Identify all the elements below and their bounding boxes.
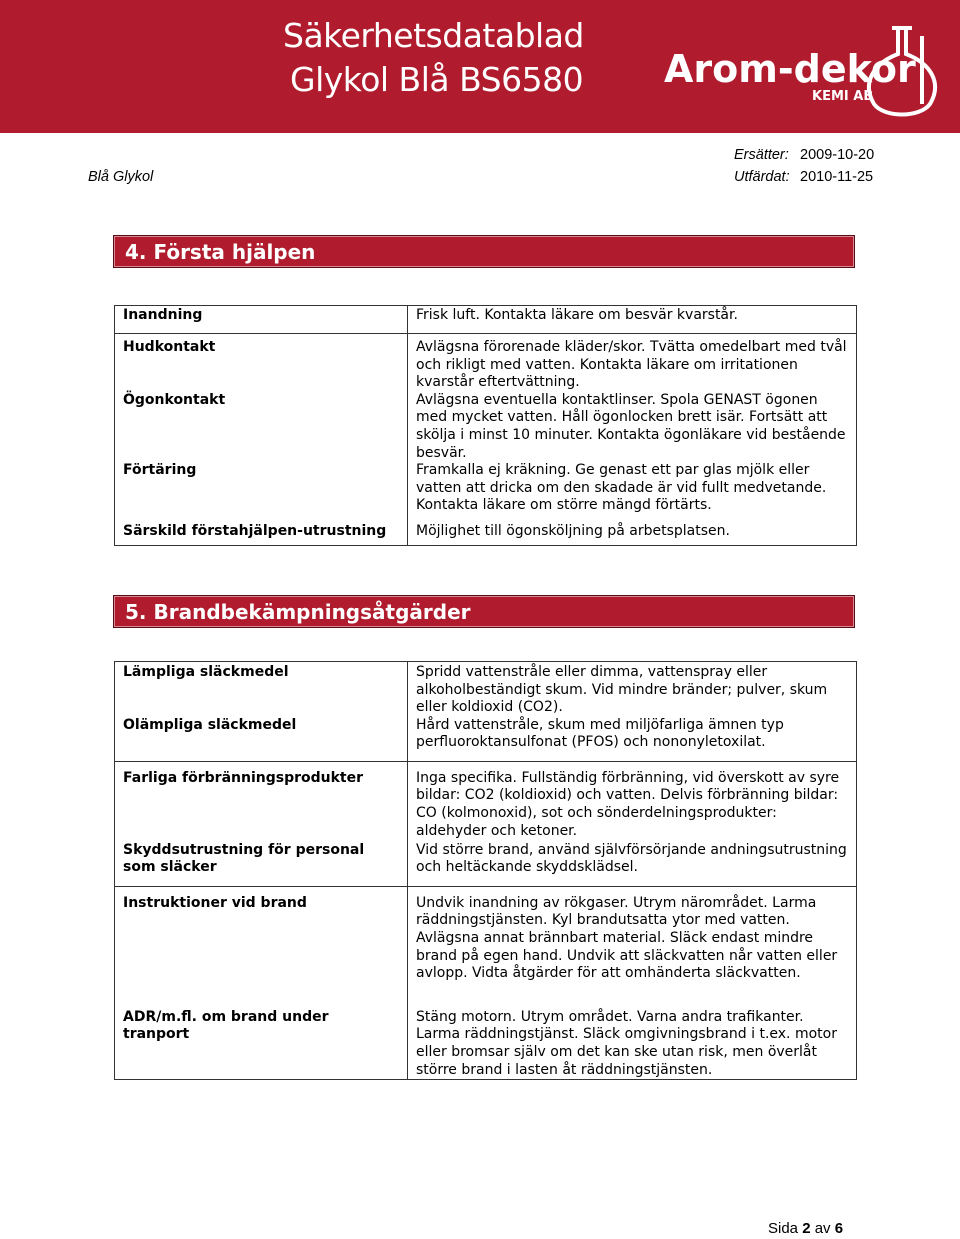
row-value: Avlägsna förorenade kläder/skor. Tvätta omedelbart med tvål och rikligt med vatten. Kontakta läkare om irritationen kvarstår eftertvättning. — [408, 334, 857, 392]
row-label: ADR/m.fl. om brand under tranport — [115, 1001, 408, 1080]
document-title: Säkerhetsdatablad — [283, 16, 584, 55]
row-value: Framkalla ej kräkning. Ge genast ett par glas mjölk eller vatten att dricka om den skadade är vid fullt medvetande. Kontakta läkare om större mängd förtärts. — [408, 462, 857, 515]
table-row — [115, 842, 857, 887]
table-row — [115, 1001, 857, 1080]
table-row — [115, 515, 857, 546]
page-total: 6 — [834, 1220, 844, 1237]
row-value: Undvik inandning av rökgaser. Utrym närområdet. Larma räddningstjänsten. Kyl brandutsatta ytor med vatten. Avlägsna annat brännbart material. Släck endast mindre brand på egen hand. Undvik att släckvatten når vatten eller avlopp. Vidta åtgärder för att omhänderta släckvatten. — [408, 886, 857, 1001]
firefighting-table — [114, 661, 857, 1080]
page-mid: av — [814, 1220, 831, 1237]
row-label: Instruktioner vid brand — [115, 886, 408, 1001]
row-label: Skyddsutrustning för personal som släcker — [115, 842, 408, 887]
product-name: Blå Glykol — [88, 169, 154, 185]
row-value: Möjlighet till ögonsköljning på arbetsplatsen. — [408, 515, 857, 546]
row-value: Avlägsna eventuella kontaktlinser. Spola GENAST ögonen med mycket vatten. Håll ögonlocken brett isär. Fortsätt att skölja i minst 10 minuter. Kontakta ögonläkare vid bestående besvär. — [408, 392, 857, 462]
first-aid-table — [114, 305, 857, 546]
section-4-heading: 4. Första hjälpen — [113, 235, 855, 268]
table-row — [115, 662, 857, 717]
table-row — [115, 761, 857, 842]
table-row — [115, 306, 857, 334]
table-row — [115, 717, 857, 762]
table-row — [115, 462, 857, 515]
row-value: Hård vattenstråle, skum med miljöfarliga ämnen typ perfluoroktansulfonat (PFOS) och nononyletoxilat. — [408, 717, 857, 762]
row-label: Inandning — [115, 306, 408, 334]
row-label: Olämpliga släckmedel — [115, 717, 408, 762]
page-current: 2 — [802, 1220, 811, 1237]
product-title: Glykol Blå BS6580 — [290, 60, 584, 99]
replaces-label: Ersätter: — [734, 147, 789, 163]
section-5-heading: 5. Brandbekämpningsåtgärder — [113, 595, 855, 628]
row-label: Farliga förbränningsprodukter — [115, 761, 408, 842]
table-row — [115, 334, 857, 392]
replaces-date: 2009-10-20 — [800, 147, 875, 163]
logo-subtext: KEMI AB — [812, 89, 874, 104]
row-value: Spridd vattenstråle eller dimma, vattenspray eller alkoholbeständigt skum. Vid mindre bränder; pulver, skum eller koldioxid (CO2). — [408, 662, 857, 717]
row-label: Ögonkontakt — [115, 392, 408, 462]
row-value: Frisk luft. Kontakta läkare om besvär kvarstår. — [408, 306, 857, 334]
row-value: Inga specifika. Fullständig förbränning, vid överskott av syre bildar: CO2 (koldioxid) och vatten. Delvis förbränning bildar: CO (kolmonoxid), sot och sönderdelningsprodukter: aldehyder och ketoner. — [408, 761, 857, 842]
issued-label: Utfärdat: — [734, 169, 790, 185]
row-label: Särskild förstahjälpen-utrustning — [115, 515, 408, 546]
table-row — [115, 392, 857, 462]
row-value: Vid större brand, använd självförsörjande andningsutrustning och heltäckande skyddsklädsel. — [408, 842, 857, 887]
page-number — [768, 1220, 843, 1237]
row-value: Stäng motorn. Utrym området. Varna andra trafikanter. Larma räddningstjänst. Släck omgivningsbrand i t.ex. motor eller bromsar själv om det kan ske utan risk, men överlåt större brand i lasten åt räddningstjänsten. — [408, 1001, 857, 1080]
row-label: Förtäring — [115, 462, 408, 515]
page-prefix: Sida — [768, 1220, 799, 1237]
company-logo — [662, 24, 942, 120]
issued-date: 2010-11-25 — [800, 169, 874, 185]
row-label: Lämpliga släckmedel — [115, 662, 408, 717]
logo-text: Arom-dekor — [664, 47, 916, 91]
row-label: Hudkontakt — [115, 334, 408, 392]
table-row — [115, 886, 857, 1001]
